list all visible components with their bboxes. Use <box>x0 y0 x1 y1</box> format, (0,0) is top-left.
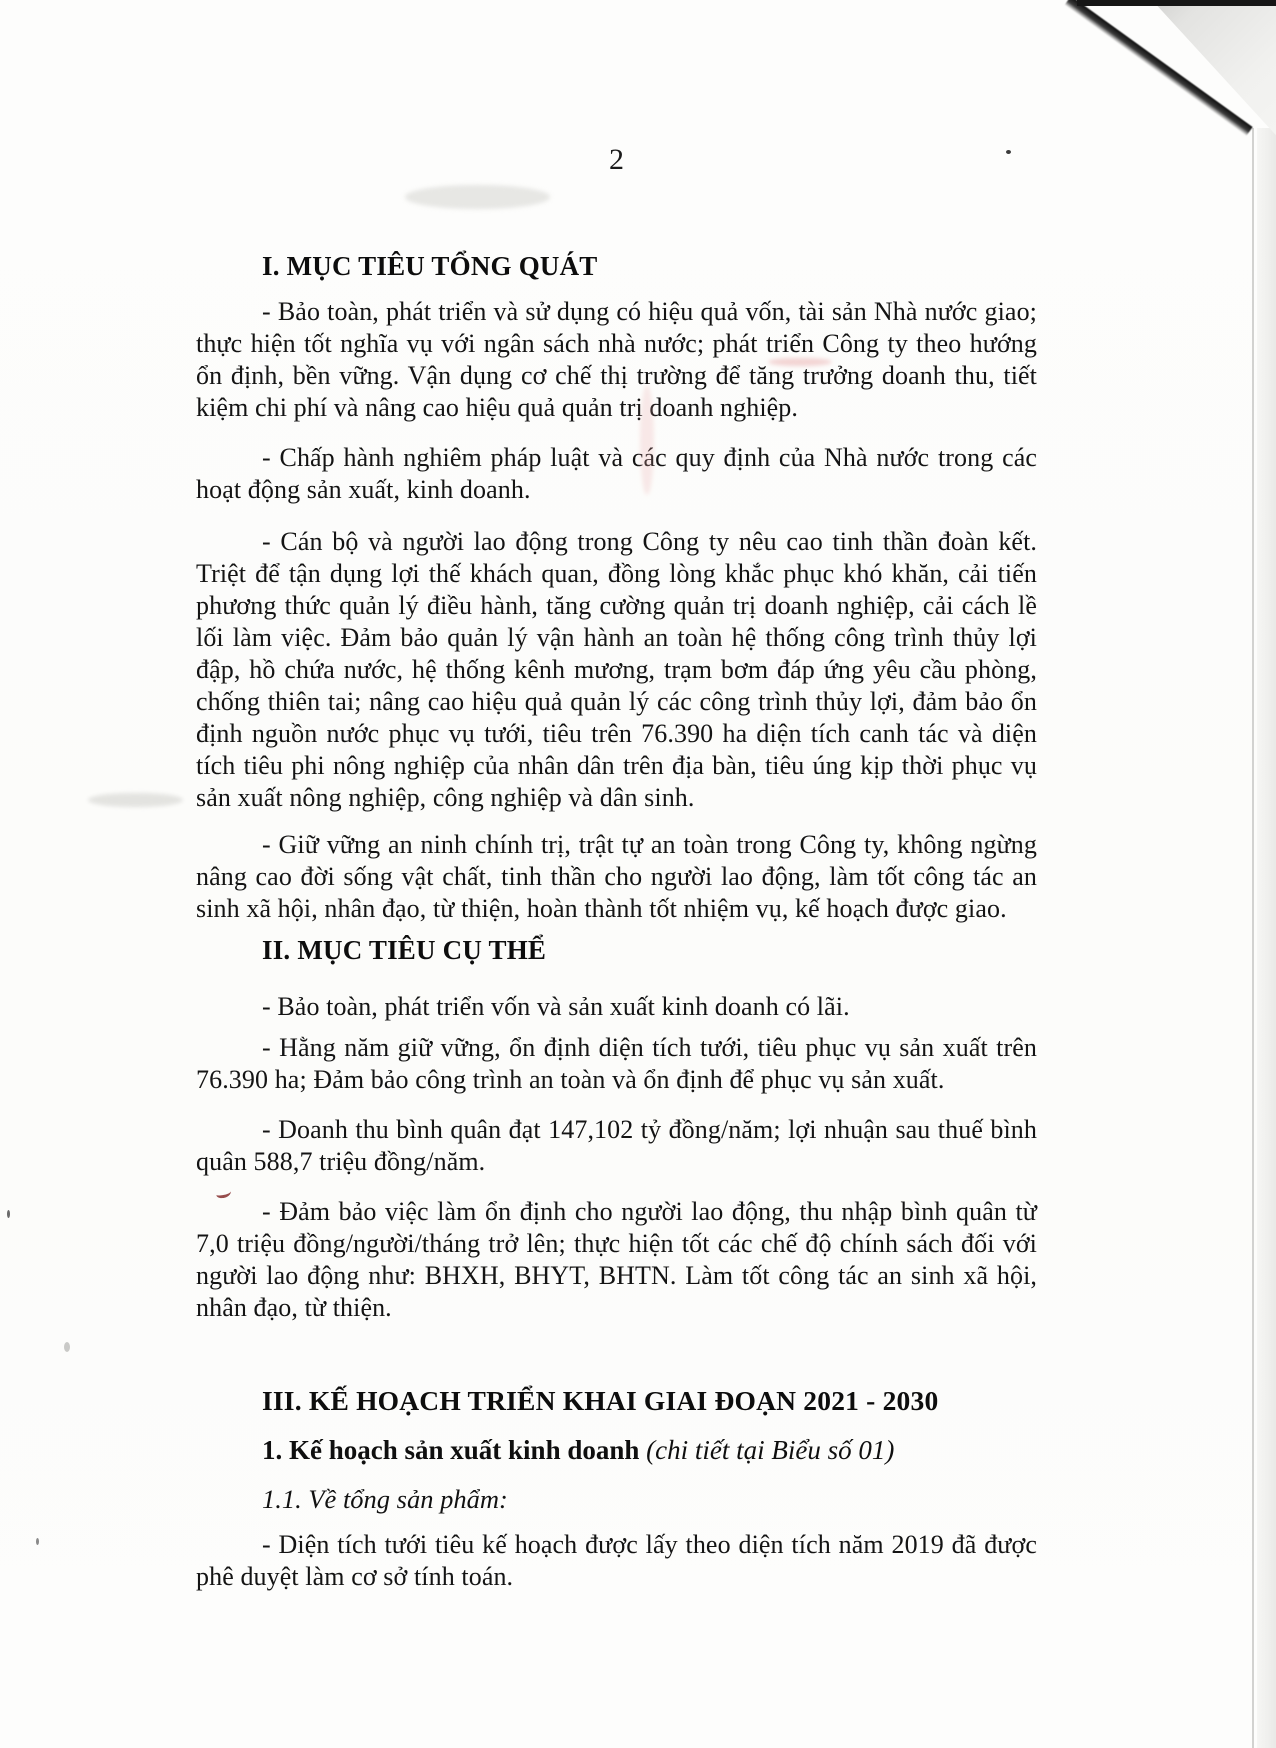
section-3-paragraph-1: - Diện tích tưới tiêu kế hoạch được lấy theo diện tích năm 2019 đã được phê duyệt làm cơ sở tính toán. <box>196 1530 1037 1591</box>
page-number: 2 <box>609 143 624 176</box>
section-2-heading: II. MỤC TIÊU CỤ THỂ <box>262 935 547 965</box>
ink-speck <box>1006 150 1011 154</box>
section-1-paragraph-1: - Bảo toàn, phát triển và sử dụng có hiệu quả vốn, tài sản Nhà nước giao; thực hiện tốt nghĩa vụ với ngân sách nhà nước; phát triển Công ty theo hướng ổn định, bền vững. Vận dụng cơ chế thị trường để tăng trưởng doanh thu, tiết kiệm chi phí và nâng cao hiệu quả quản trị doanh nghiệp. <box>196 297 1037 422</box>
section-2-paragraph-1: - Bảo toàn, phát triển vốn và sản xuất kinh doanh có lãi. <box>262 992 850 1021</box>
section-3-sub-heading <box>196 1434 1103 1466</box>
sub-heading-italic-text: (chi tiết tại Biểu số 01) <box>646 1435 895 1465</box>
scan-right-edge-line <box>1252 128 1254 1748</box>
section-1-heading: I. MỤC TIÊU TỔNG QUÁT <box>262 251 598 281</box>
section-1-paragraph-4: - Giữ vững an ninh chính trị, trật tự an toàn trong Công ty, không ngừng nâng cao đời sống vật chất, tinh thần cho người lao động, làm tốt công tác an sinh xã hội, nhân đạo, từ thiện, hoàn thành tốt nhiệm vụ, kế hoạch được giao. <box>196 830 1037 923</box>
edge-speck <box>7 1210 10 1218</box>
sub-heading-bold-text: 1. Kế hoạch sản xuất kinh doanh <box>262 1435 647 1465</box>
section-2-paragraph-3: - Doanh thu bình quân đạt 147,102 tỷ đồng/năm; lợi nhuận sau thuế bình quân 588,7 triệu đồng/năm. <box>196 1115 1037 1176</box>
section-2-paragraph-2: - Hằng năm giữ vững, ổn định diện tích tưới, tiêu phục vụ sản xuất trên 76.390 ha; Đảm bảo công trình an toàn và ổn định để phục vụ sản xuất. <box>196 1033 1037 1094</box>
scan-right-edge-band <box>1257 128 1276 1748</box>
section-1-paragraph-3: - Cán bộ và người lao động trong Công ty nêu cao tinh thần đoàn kết. Triệt để tận dụng lợi thế khách quan, đồng lòng khắc phục khó khăn, cải tiến phương thức quản lý điều hành, tăng cường quản trị doanh nghiệp, cải cách lề lối làm việc. Đảm bảo quản lý vận hành an toàn hệ thống công trình thủy lợi đập, hồ chứa nước, hệ thống kênh mương, trạm bơm đáp ứng yêu cầu phòng, chống thiên tai; nâng cao hiệu quả quản lý các công trình thủy lợi, đảm bảo ổn định nguồn nước phục vụ tưới, tiêu trên 76.390 ha diện tích canh tác và diện tích tiêu phi nông nghiệp của nhân dân trên địa bàn, tiêu úng kịp thời phục vụ sản xuất nông nghiệp, công nghiệp và dân sinh. <box>196 527 1037 812</box>
gray-smudge <box>88 793 183 807</box>
pink-smudge <box>640 385 654 495</box>
edge-speck <box>36 1538 39 1545</box>
scan-top-edge-band <box>1077 0 1276 6</box>
section-3-sub-sub-heading: 1.1. Về tổng sản phẩm: <box>262 1484 508 1514</box>
gray-smudge <box>405 185 550 209</box>
section-2-paragraph-4: - Đảm bảo việc làm ổn định cho người lao động, thu nhập bình quân từ 7,0 triệu đồng/người/tháng trở lên; thực hiện tốt các chế độ chính sách đối với người lao động như: BHXH, BHYT, BHTN. Làm tốt công tác an sinh xã hội, nhân đạo, từ thiện. <box>196 1197 1037 1322</box>
section-1-paragraph-2: - Chấp hành nghiêm pháp luật và các quy định của Nhà nước trong các hoạt động sản xuất, kinh doanh. <box>196 443 1037 504</box>
pink-smudge <box>768 358 832 366</box>
section-3-heading: III. KẾ HOẠCH TRIỂN KHAI GIAI ĐOẠN 2021 - 2030 <box>262 1385 939 1416</box>
edge-speck <box>64 1342 70 1352</box>
